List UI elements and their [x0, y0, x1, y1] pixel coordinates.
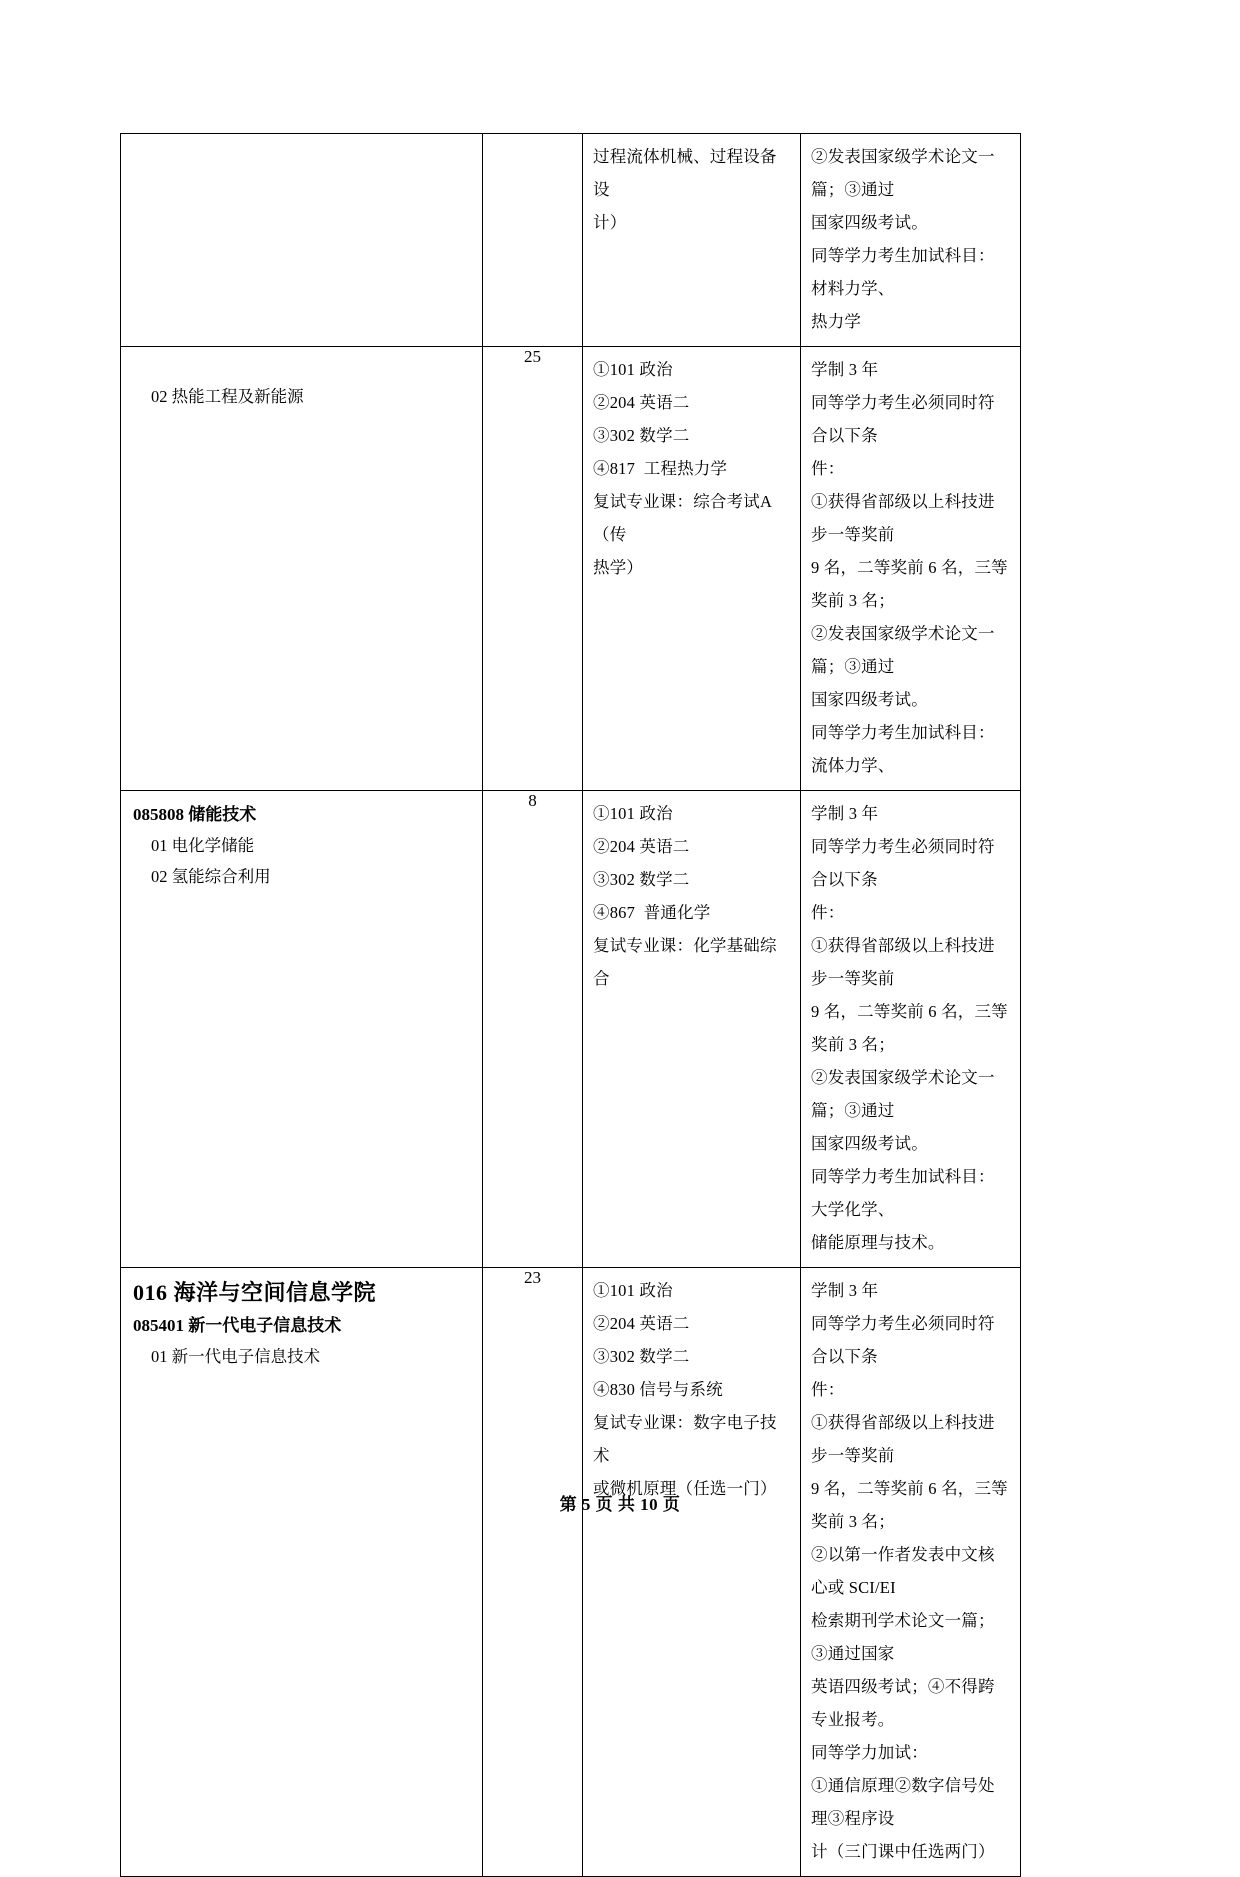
remark-line: ①通信原理②数字信号处理③程序设 — [811, 1776, 995, 1828]
remark-line: 同等学力考生加试科目：材料力学、 — [811, 246, 995, 298]
remark-line: 学制 3 年 — [811, 360, 879, 379]
subject-line: ④830 信号与系统 — [593, 1380, 723, 1399]
remark-line: 计（三门课中任选两门） — [811, 1842, 995, 1861]
remark-line: 热力学 — [811, 312, 862, 331]
subject-line: ②204 英语二 — [593, 393, 690, 412]
remark-line: 同等学力加试： — [811, 1743, 928, 1762]
subject-line: ②204 英语二 — [593, 837, 690, 856]
subject-line: ③302 数学二 — [593, 426, 690, 445]
remark-line: 同等学力考生加试科目：流体力学、 — [811, 723, 995, 775]
remark-line: 同等学力考生必须同时符合以下条 — [811, 837, 995, 889]
quota-value: 8 — [528, 791, 537, 810]
remarks-cell — [801, 134, 1021, 347]
admission-table — [120, 133, 1021, 1877]
quota-cell — [483, 1268, 583, 1877]
quota-cell — [483, 134, 583, 347]
subject-line: 复试专业课：综合考试A（传 — [593, 492, 773, 544]
quota-cell — [483, 347, 583, 791]
remark-line: 同等学力考生必须同时符合以下条 — [811, 1314, 995, 1366]
remark-line: 学制 3 年 — [811, 1281, 879, 1300]
subject-line: 复试专业课：数字电子技术 — [593, 1413, 777, 1465]
exam-subjects-cell — [583, 791, 801, 1268]
remark-line: ①获得省部级以上科技进步一等奖前 — [811, 936, 995, 988]
remark-line: ②发表国家级学术论文一篇；③通过 — [811, 147, 995, 199]
remark-line: 储能原理与技术。 — [811, 1233, 945, 1252]
remark-line: 学制 3 年 — [811, 804, 879, 823]
quota-cell — [483, 791, 583, 1268]
remark-line: 9 名，二等奖前 6 名，三等奖前 3 名； — [811, 1479, 1008, 1531]
remark-line: 件： — [811, 1380, 845, 1399]
research-direction: 01 新一代电子信息技术 — [151, 1347, 321, 1366]
subject-line: ③302 数学二 — [593, 870, 690, 889]
remark-line: ①获得省部级以上科技进步一等奖前 — [811, 1413, 995, 1465]
remark-line: ②发表国家级学术论文一篇；③通过 — [811, 624, 995, 676]
major-code-and-name: 085808 储能技术 — [133, 805, 257, 824]
major-cell — [121, 791, 483, 1268]
remarks-cell — [801, 791, 1021, 1268]
remark-line: ②发表国家级学术论文一篇；③通过 — [811, 1068, 995, 1120]
subject-line: ④867 普通化学 — [593, 903, 711, 922]
subject-line: 计） — [593, 213, 627, 232]
exam-subjects-cell — [583, 347, 801, 791]
quota-value — [483, 134, 582, 148]
subject-line: 过程流体机械、过程设备设 — [593, 147, 777, 199]
subject-line: ④817 工程热力学 — [593, 459, 728, 478]
subject-line: ③302 数学二 — [593, 1347, 690, 1366]
remark-line: ②以第一作者发表中文核心或 SCI/EI — [811, 1545, 995, 1597]
remark-line: 同等学力考生加试科目：大学化学、 — [811, 1167, 995, 1219]
research-direction: 02 热能工程及新能源 — [151, 387, 304, 406]
remark-line: 检索期刊学术论文一篇；③通过国家 — [811, 1611, 995, 1663]
table-row — [121, 134, 1021, 347]
quota-value: 25 — [524, 347, 541, 366]
remark-line: ①获得省部级以上科技进步一等奖前 — [811, 492, 995, 544]
research-direction: 01 电化学储能 — [151, 836, 255, 855]
remark-line: 国家四级考试。 — [811, 213, 928, 232]
college-heading: 016 海洋与空间信息学院 — [133, 1280, 377, 1305]
remark-line: 英语四级考试；④不得跨专业报考。 — [811, 1677, 995, 1729]
research-direction: 02 氢能综合利用 — [151, 867, 271, 886]
quota-value: 23 — [524, 1268, 541, 1287]
remarks-cell — [801, 1268, 1021, 1877]
remark-line: 同等学力考生必须同时符合以下条 — [811, 393, 995, 445]
subject-line: 复试专业课：化学基础综合 — [593, 936, 777, 988]
subject-line: ①101 政治 — [593, 804, 673, 823]
remark-line: 件： — [811, 903, 845, 922]
exam-subjects-cell — [583, 1268, 801, 1877]
remark-line: 9 名，二等奖前 6 名，三等奖前 3 名； — [811, 558, 1008, 610]
remark-line: 9 名，二等奖前 6 名，三等奖前 3 名； — [811, 1002, 1008, 1054]
major-code-and-name: 085401 新一代电子信息技术 — [133, 1316, 342, 1335]
major-cell — [121, 347, 483, 791]
subject-line: ①101 政治 — [593, 360, 673, 379]
table-row — [121, 791, 1021, 1268]
remarks-cell — [801, 347, 1021, 791]
remark-line: 国家四级考试。 — [811, 1134, 928, 1153]
subject-line: ①101 政治 — [593, 1281, 673, 1300]
table-row — [121, 1268, 1021, 1877]
remark-line: 国家四级考试。 — [811, 690, 928, 709]
exam-subjects-cell — [583, 134, 801, 347]
subject-line: 热学） — [593, 558, 644, 577]
table-row — [121, 347, 1021, 791]
page-footer: 第 5 页 共 10 页 — [559, 1495, 681, 1514]
subject-line: ②204 英语二 — [593, 1314, 690, 1333]
major-cell — [121, 134, 483, 347]
subject-line: 或微机原理（任选一门） — [593, 1479, 777, 1498]
remark-line: 件： — [811, 459, 845, 478]
admission-table-container — [120, 133, 1020, 1877]
major-cell — [121, 1268, 483, 1877]
